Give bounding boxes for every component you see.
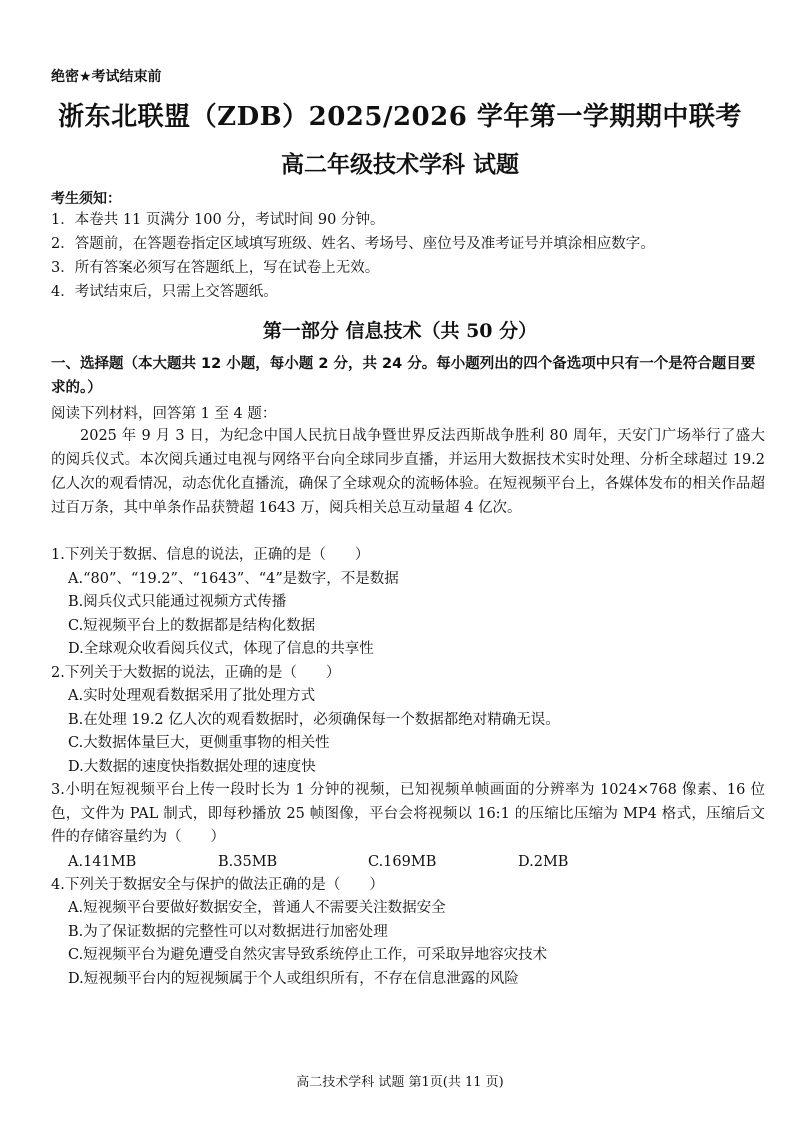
notice-item: 2．答题前，在答题卷指定区域填写班级、姓名、考场号、座位号及准考证号并填涂相应数字。 [51, 236, 655, 252]
part-title: 第一部分 信息技术（共 50 分） [262, 320, 538, 342]
question-3-stem: 3.小明在短视频平台上传一段时长为 1 分钟的视频，已知视频单帧画面的分辨率为 1024×768 像素、16 位色，文件为 PAL 制式，即每秒播放 25 帧图像，平台会将视频以 16:1 的压缩比压缩为 MP4 格式，压缩后文件的存储容量约为（ ） [51, 782, 765, 845]
question-4-option-a: A.短视频平台要做好数据安全，普通人不需要关注数据安全 [68, 900, 446, 916]
question-2-option-c: C.大数据体量巨大，更侧重事物的相关性 [68, 735, 330, 751]
section-title: 一、选择题（本大题共 12 小题，每小题 2 分，共 24 分。每小题列出的四个备选项中只有一个是符合题目要求的。） [51, 356, 756, 396]
question-1-option-c: C.短视频平台上的数据都是结构化数据 [68, 617, 316, 634]
reading-material: 2025 年 9 月 3 日，为纪念中国人民抗日战争暨世界反法西斯战争胜利 80 周年，天安门广场举行了盛大的阅兵仪式。本次阅兵通过电视与网络平台向全球同步直播，并运用大数据技术实时处理、分析全球超过 19.2 亿人次的观看情况，动态优化直播流，确保了全球观众的流畅体验。在短视频平台上，各媒体发布的相关作品超过百万条，其中单条作品获赞超 1643 万，阅兵相关总互动量超 4 亿次。 [51, 428, 765, 516]
question-4-option-d: D.短视频平台内的短视频属于个人或组织所有，不存在信息泄露的风险 [68, 970, 519, 987]
question-4-stem: 4.下列关于数据安全与保护的做法正确的是（ ） [51, 876, 384, 893]
question-1-option-b: B.阅兵仪式只能通过视频方式传播 [68, 594, 287, 610]
question-3-option-a: A.141MB [68, 853, 137, 870]
question-4-option-c: C.短视频平台为避免遭受自然灾害导致系统停止工作，可采取异地容灾技术 [68, 947, 548, 963]
question-1-option-d: D.全球观众收看阅兵仪式，体现了信息的共享性 [68, 641, 374, 657]
page-footer: 高二技术学科 试题 第1页(共 11 页) [296, 1075, 504, 1090]
exam-subtitle: 高二年级技术学科 试题 [280, 151, 519, 178]
question-3-option-c: C.169MB [368, 853, 437, 870]
question-2-option-b: B.在处理 19.2 亿人次的观看数据时，必须确保每一个数据都绝对精确无误。 [68, 711, 560, 728]
question-list [51, 544, 765, 991]
reading-intro: 阅读下列材料，回答第 1 至 4 题： [51, 406, 277, 422]
question-1-option-a: A.“80”、“19.2”、“1643”、“4”是数字，不是数据 [68, 570, 399, 587]
question-3-option-b: B.35MB [218, 853, 278, 870]
notice-item: 1．本卷共 11 页满分 100 分，考试时间 90 分钟。 [51, 212, 385, 228]
question-2-option-a: A.实时处理观看数据采用了批处理方式 [68, 688, 316, 704]
question-3-options [51, 850, 765, 874]
question-2-option-d: D.大数据的速度快指数据处理的速度快 [68, 758, 316, 775]
question-1-stem: 1.下列关于数据、信息的说法，正确的是（ ） [51, 547, 370, 563]
question-2-stem: 2.下列关于大数据的说法，正确的是（ ） [51, 664, 341, 681]
notice-heading: 考生须知： [51, 191, 121, 207]
question-3-option-d: D.2MB [518, 853, 569, 870]
exam-title: 浙东北联盟（ZDB）2025/2026 学年第一学期期中联考 [58, 102, 742, 132]
notice-list [51, 208, 751, 304]
confidential-label: 绝密★考试结束前 [51, 69, 162, 85]
question-4-option-b: B.为了保证数据的完整性可以对数据进行加密处理 [68, 923, 388, 940]
notice-item: 3．所有答案必须写在答题纸上，写在试卷上无效。 [51, 260, 380, 276]
notice-item: 4．考试结束后，只需上交答题纸。 [51, 284, 278, 300]
